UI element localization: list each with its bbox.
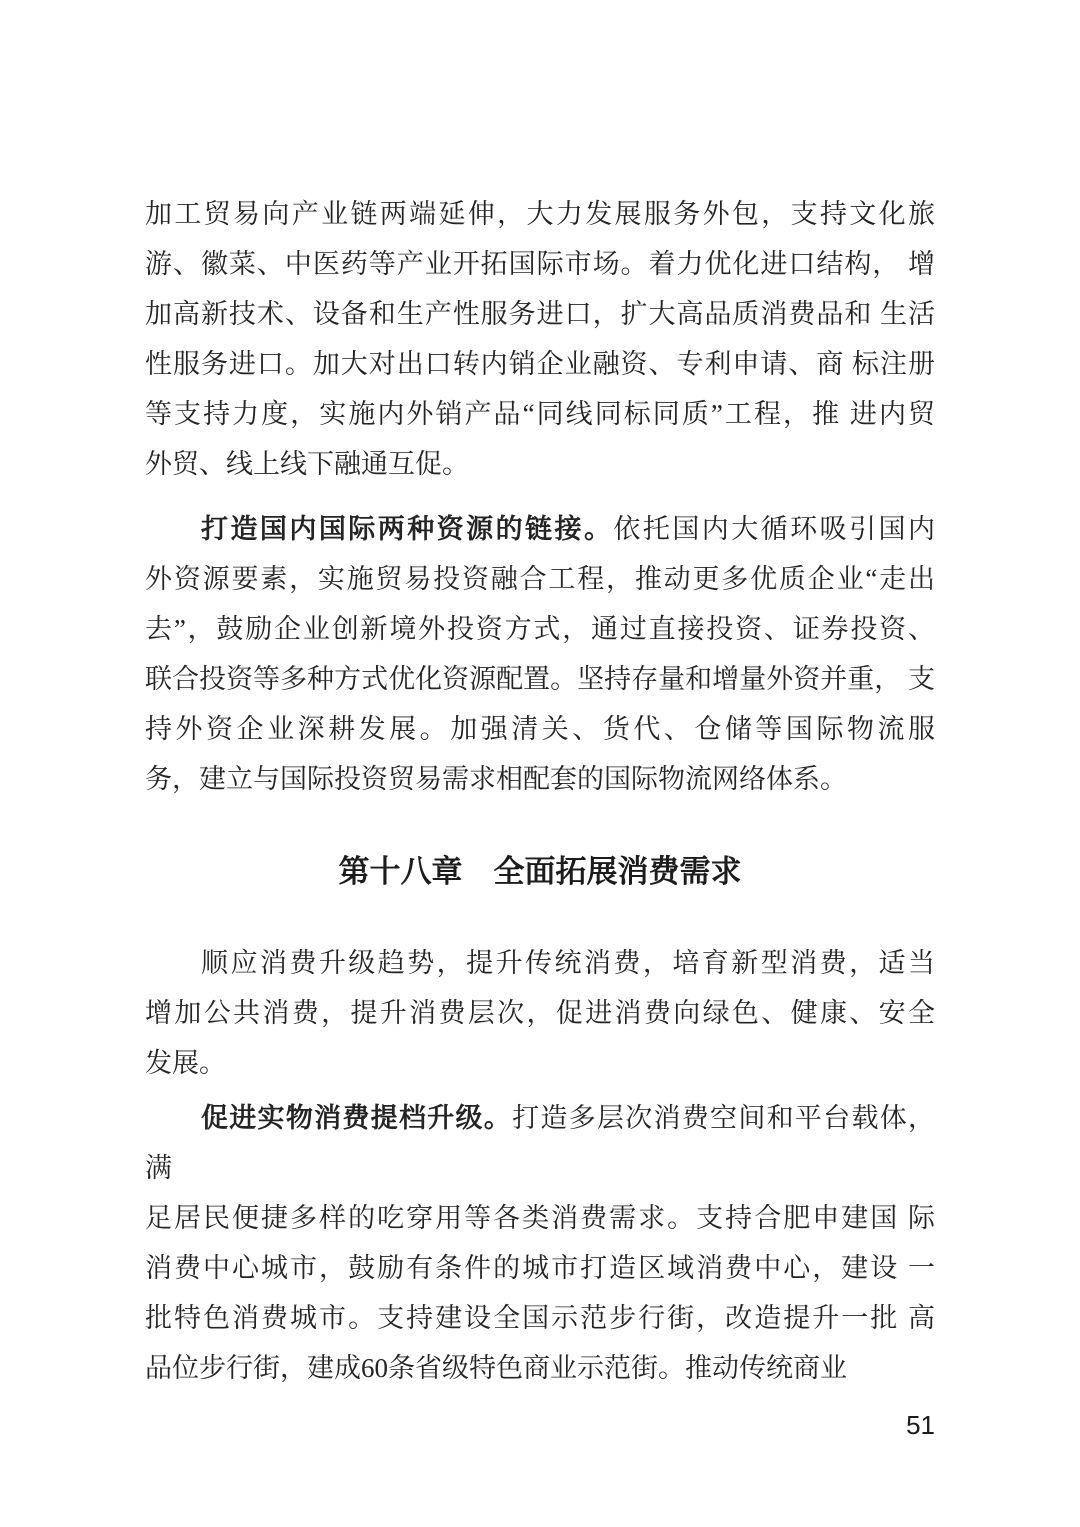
body-line: 等支持力度，实施内外销产品“同线同标同质”工程，推 进内贸 (145, 399, 935, 429)
paragraph-lead-rest: 打造多层次消费空间和平台载体， 满 (145, 1103, 936, 1183)
paragraph-domestic-international-resources (145, 504, 935, 804)
body-line (145, 504, 935, 554)
body-line: 持外资企业深耕发展。加强清关、货代、仓储等国际物流服 (145, 714, 935, 744)
body-line: 加高新技术、设备和生产性服务进口，扩大高品质消费品和 生活 (145, 299, 935, 329)
paragraph-consumption-intro (145, 938, 935, 1088)
body-line: 外贸、线上线下融通互促。 (145, 449, 469, 479)
body-line: 足居民便捷多样的吃穿用等各类消费需求。支持合肥申建国 际 (145, 1203, 935, 1233)
paragraph-lead-rest: 依托国内大循环吸引国内 (613, 514, 936, 544)
body-line: 消费中心城市，鼓励有条件的城市打造区域消费中心，建设 一 (145, 1253, 935, 1283)
body-line: 增加公共消费，提升消费层次，促进消费向绿色、健康、安全 (145, 998, 935, 1028)
paragraph-physical-consumption-upgrade (145, 1093, 935, 1393)
page-body-text (145, 189, 935, 1443)
body-line: 品位步行街，建成60条省级特色商业示范街。推动传统商业 (145, 1353, 847, 1383)
body-line: 联合投资等多种方式优化资源配置。坚持存量和增量外资并重， 支 (145, 664, 935, 694)
body-line: 务，建立与国际投资贸易需求相配套的国际物流网络体系。 (145, 764, 847, 794)
body-line: 加工贸易向产业链两端延伸，大力发展服务外包，支持文化旅 (145, 199, 935, 229)
body-line: 批特色消费城市。支持建设全国示范步行街，改造提升一批 高 (145, 1303, 935, 1333)
body-line (145, 1093, 935, 1193)
body-line: 性服务进口。加大对出口转内销企业融资、专利申请、商 标注册 (145, 349, 935, 379)
body-line: 顺应消费升级趋势，提升传统消费，培育新型消费，适当 (201, 948, 935, 978)
chapter-heading: 第十八章 全面拓展消费需求 (338, 854, 742, 889)
body-line: 发展。 (145, 1048, 226, 1078)
paragraph-trade-processing (145, 189, 935, 489)
body-line: 游、徽菜、中医药等产业开拓国际市场。着力优化进口结构， 增 (145, 249, 935, 279)
paragraph-lead-bold: 打造国内国际两种资源的链接。 (201, 514, 614, 544)
body-line: 外资源要素，实施贸易投资融合工程，推动更多优质企业“走出 (145, 564, 935, 594)
paragraph-lead-bold: 促进实物消费提档升级。 (201, 1103, 513, 1133)
page-number: 51 (906, 1410, 935, 1440)
body-line: 去”，鼓励企业创新境外投资方式，通过直接投资、证券投资、 (145, 614, 935, 644)
